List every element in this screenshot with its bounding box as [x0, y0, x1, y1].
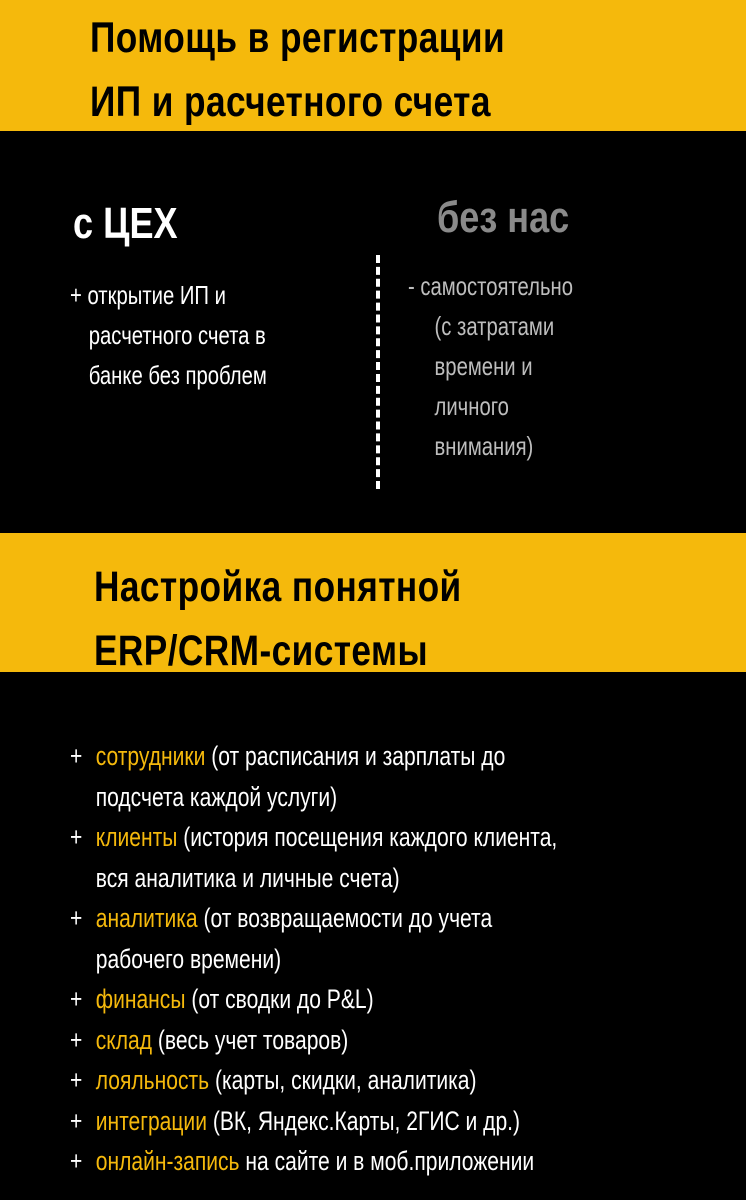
feature-key: склад [95, 1024, 153, 1055]
feature-desc: (ВК, Яндекс.Карты, 2ГИС и др.) [206, 1105, 521, 1136]
plus-icon: + [70, 822, 83, 852]
feature-key: онлайн-запись [95, 1146, 240, 1176]
feature-desc-cont: рабочего времени) [95, 943, 282, 974]
without-us-line: внимания) [434, 431, 534, 461]
feature-desc-cont: подсчета каждой услуги) [95, 781, 338, 812]
without-us-line: личного [434, 391, 509, 421]
erp-crm-banner [0, 533, 746, 675]
plus-icon: + [70, 1105, 83, 1136]
feature-desc: (от сводки до P&L) [185, 984, 374, 1014]
feature-key: аналитика [95, 903, 198, 933]
feature-desc-cont: вся аналитика и личные счета) [95, 862, 400, 893]
with-us-heading: с ЦЕХ [73, 199, 178, 248]
feature-key: финансы [95, 984, 186, 1014]
feature-key: интеграции [95, 1105, 207, 1136]
feature-item [70, 1101, 557, 1142]
with-us-line: расчетного счета в [88, 320, 266, 350]
plus-icon: + [70, 1065, 83, 1095]
feature-key: сотрудники [95, 741, 206, 771]
feature-desc: (от возвращаемости до учета [197, 903, 493, 933]
features-list [70, 736, 557, 1182]
feature-desc: (карты, скидки, аналитика) [209, 1065, 477, 1095]
feature-item [70, 1060, 557, 1101]
with-us-line: + открытие ИП и [70, 280, 226, 310]
feature-key: клиенты [95, 822, 178, 852]
erp-title-line-2: ERP/CRM-системы [94, 627, 428, 675]
without-us-text [408, 266, 573, 466]
plus-icon: + [70, 1146, 83, 1176]
without-us-line: - самостоятельно [408, 271, 574, 301]
feature-desc: (история посещения каждого клиента, [177, 822, 558, 852]
without-us-line: времени и [434, 351, 533, 381]
plus-icon: + [70, 903, 83, 933]
plus-icon: + [70, 741, 83, 771]
feature-item [70, 898, 557, 979]
plus-icon: + [70, 984, 83, 1014]
feature-item [70, 817, 557, 898]
registration-title-line-2: ИП и расчетного счета [90, 78, 491, 126]
with-us-line: банке без проблем [88, 360, 267, 390]
without-us-heading: без нас [437, 193, 570, 242]
erp-title-line-1: Настройка понятной [94, 563, 462, 611]
feature-key: лояльность [95, 1065, 210, 1095]
without-us-line: (с затратами [434, 311, 555, 341]
feature-item [70, 1141, 557, 1182]
feature-desc: (весь учет товаров) [152, 1024, 349, 1055]
feature-desc: на сайте и в моб.приложении [239, 1146, 535, 1176]
with-us-text [70, 275, 267, 395]
feature-desc: (от расписания и зарплаты до [205, 741, 506, 771]
feature-item [70, 1020, 557, 1061]
registration-banner [0, 0, 746, 131]
feature-item [70, 979, 557, 1020]
column-divider [376, 255, 380, 489]
registration-title-line-1: Помощь в регистрации [90, 14, 506, 62]
feature-item [70, 736, 557, 817]
plus-icon: + [70, 1024, 83, 1055]
